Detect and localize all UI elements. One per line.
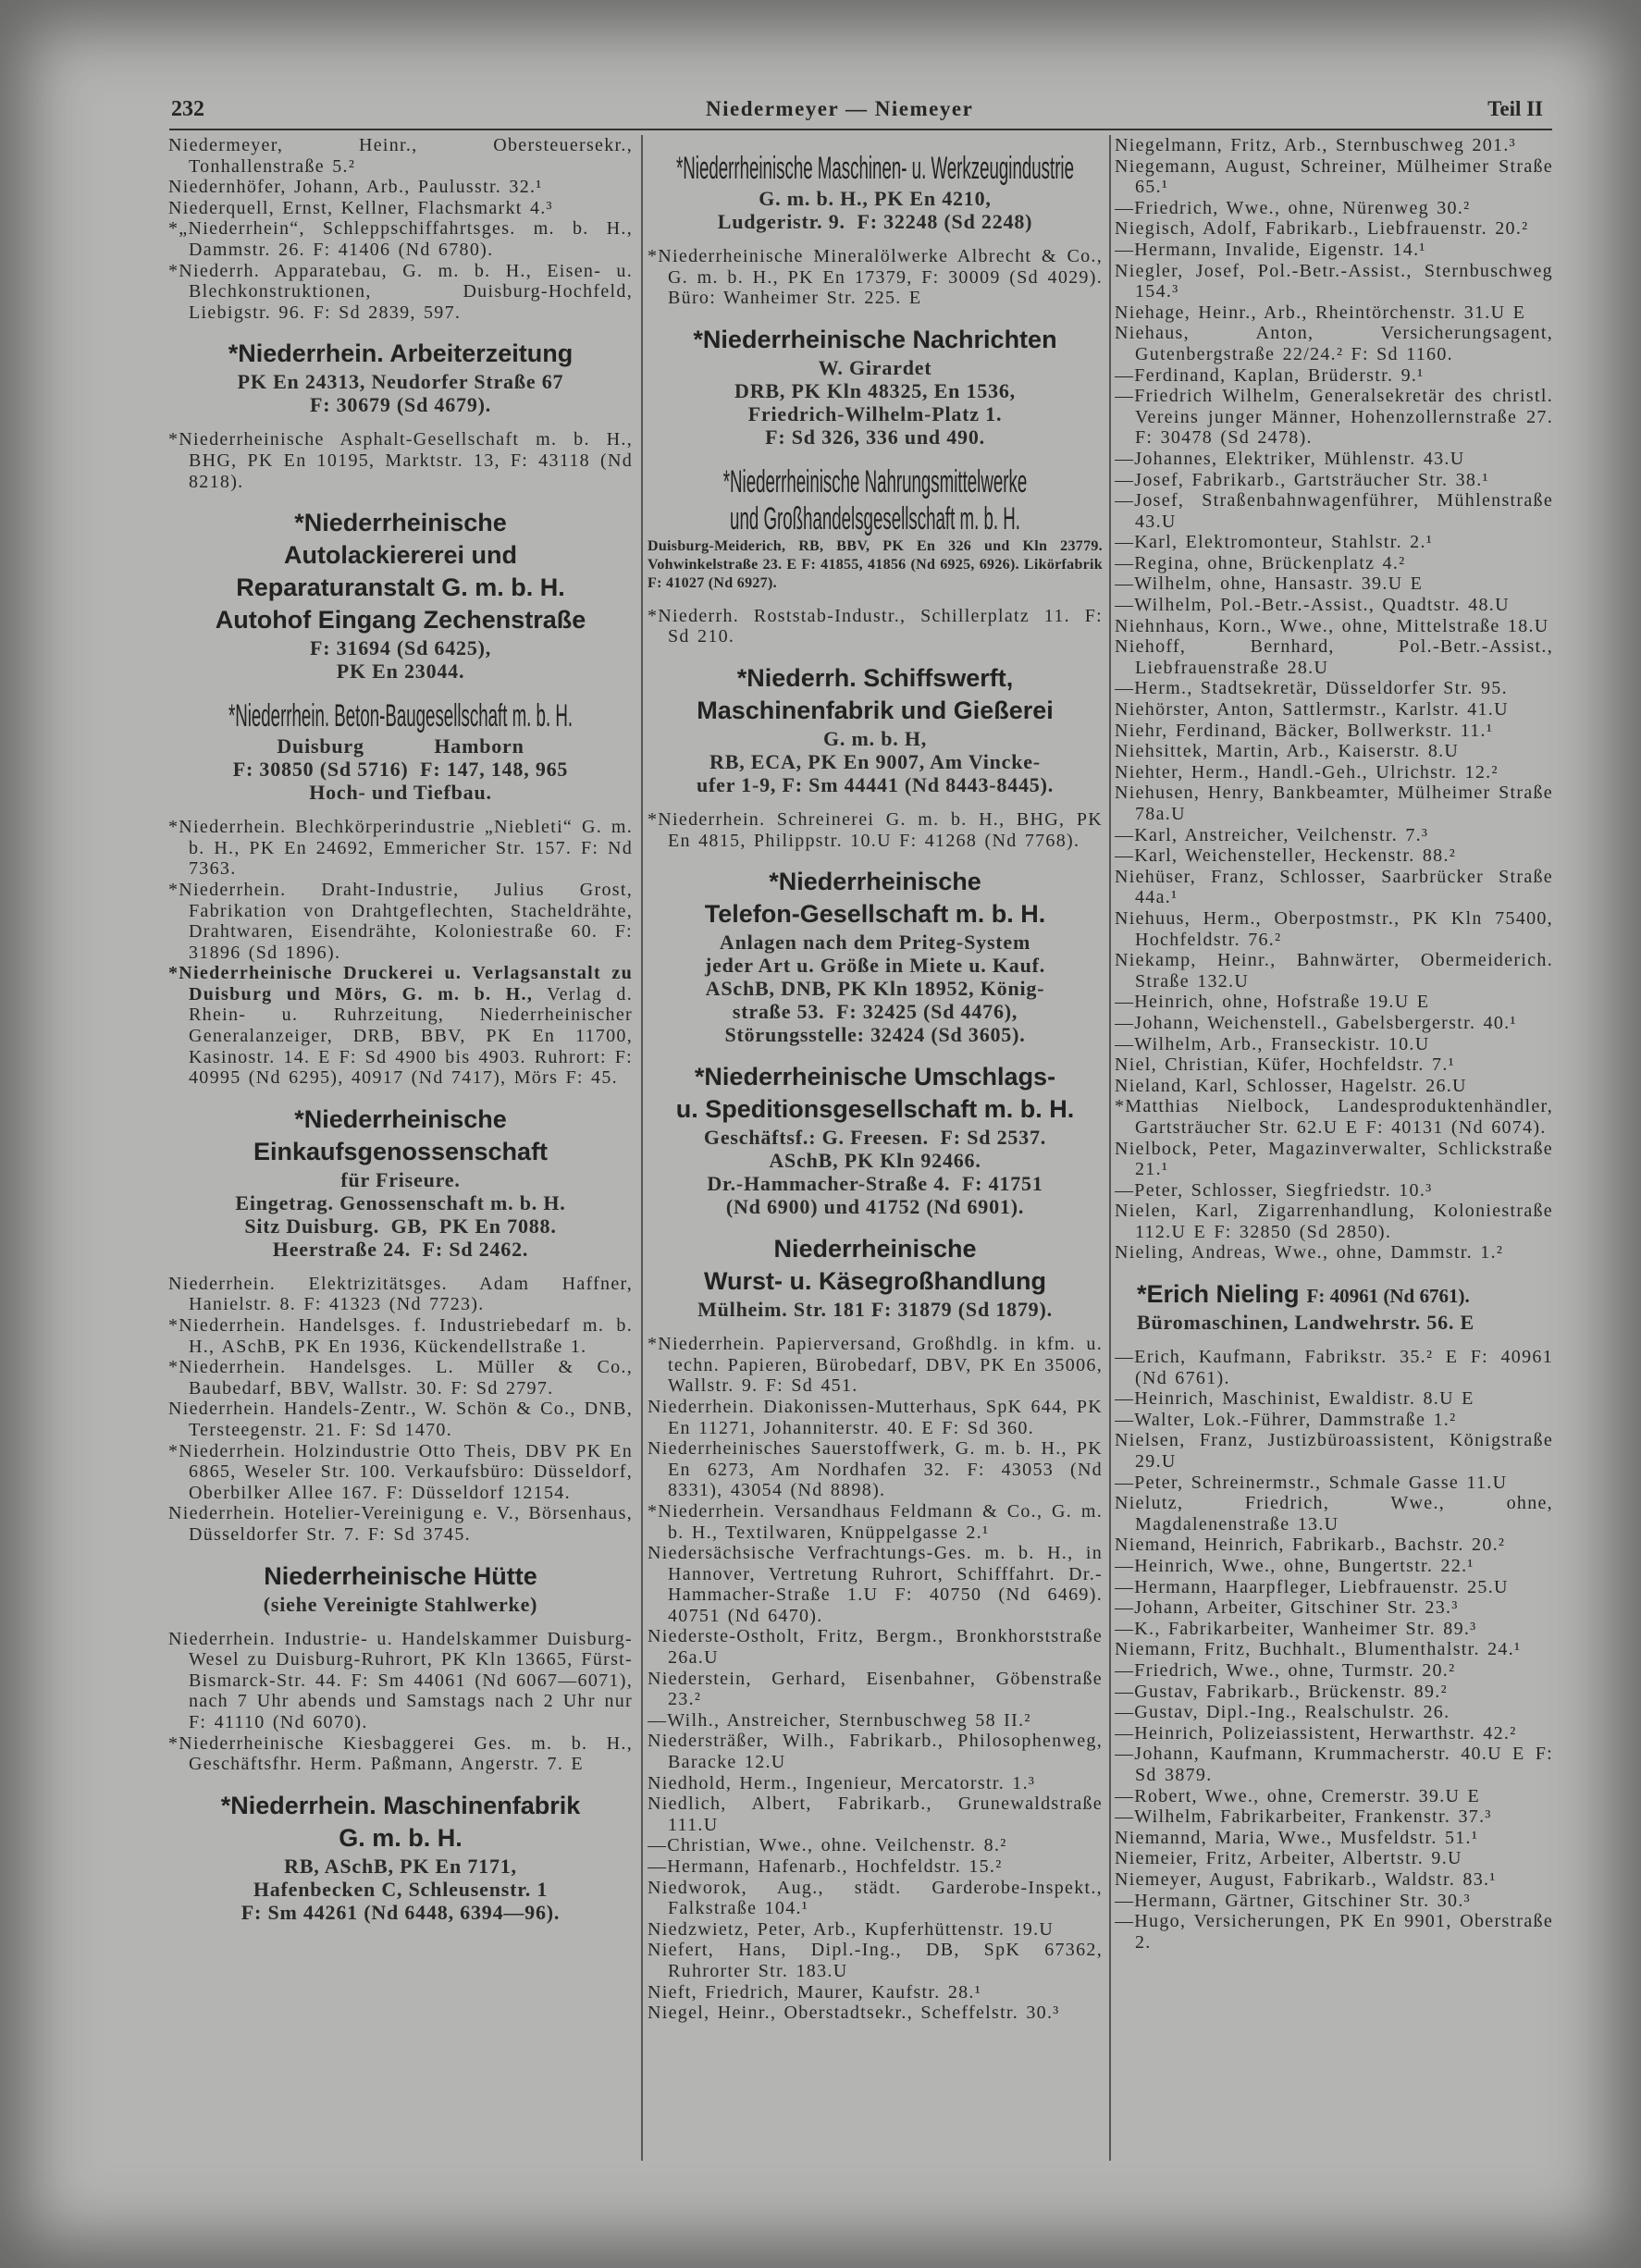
directory-entry: *Niederrhein. Holzindustrie Otto Theis, DBV PK En 6865, Weseler Str. 100. Verkaufsbüro: Düsseldorf, Oberbilker Allee 167. F: Düsseldorf 12154.: [168, 1440, 633, 1503]
display-heading: [168, 572, 633, 604]
directory-entry: —Robert, Wwe., ohne, Cremerstr. 39.U E: [1115, 1785, 1481, 1806]
directory-entry: —Heinrich, Wwe., ohne, Bungertstr. 22.¹: [1115, 1556, 1474, 1576]
display-heading-text: Maschinenfabrik und Gießerei: [697, 696, 1054, 724]
column-3: [1115, 135, 1553, 1953]
display-line: G. m. b. H., PK En 4210,: [759, 187, 992, 210]
directory-entry: *Niederrhein. Schreinerei G. m. b. H., BHG, PK En 4815, Philippstr. 10.U F: 41268 (Nd 7768).: [648, 808, 1103, 851]
display-heading: [1137, 1280, 1300, 1308]
directory-entry: Niehaus, Anton, Versicherungsagent, Gutenbergstraße 22/24.² F: Sd 1160.: [1115, 323, 1553, 364]
display-advertisement: [168, 697, 633, 804]
display-heading-text: *Niederrhein. Arbeiterzeitung: [228, 339, 574, 368]
directory-entry: —Johann, Kaufmann, Krummacherstr. 40.U E F: Sd 3879.: [1115, 1744, 1553, 1785]
directory-entry: *Niederrhein. Blechkörperindustrie „Niebleti“ G. m. b. H., PK En 24692, Emmericher Str. 157. F: Nd 7363.: [168, 817, 633, 880]
directory-entry: —Wilh., Anstreicher, Sternbuschweg 58 II.²: [648, 1709, 1031, 1731]
directory-entry: Niehr, Ferdinand, Bäcker, Bollwerkstr. 11.¹: [1115, 720, 1494, 741]
display-heading-text: *Niederrheinische Nachrichten: [693, 325, 1057, 353]
directory-entry: Niegemann, August, Schreiner, Mülheimer Straße 65.¹: [1115, 155, 1553, 198]
directory-entry: Niehuus, Herm., Oberpostmstr., PK Kln 75400, Hochfeldstr. 76.²: [1115, 907, 1553, 950]
display-heading-text: und Großhandelsgesellschaft m. b. H.: [730, 500, 1020, 536]
directory-entry: —Hermann, Hafenarb., Hochfeldstr. 15.²: [648, 1856, 1003, 1877]
display-advertisement: [648, 1233, 1103, 1321]
page-header: [169, 97, 1552, 130]
directory-entry: —Gustav, Dipl.-Ing., Realschulstr. 26.: [1115, 1702, 1450, 1723]
directory-entry: Niehnhaus, Korn., Wwe., ohne, Mittelstraße 18.U: [1115, 615, 1549, 636]
display-heading: [648, 695, 1103, 727]
display-advertisement: [168, 338, 633, 416]
directory-entry: —Hugo, Versicherungen, PK En 9901, Oberstraße 2.: [1115, 1911, 1553, 1953]
display-line: Dr.-Hammacher-Straße 4. F: 41751: [707, 1172, 1043, 1196]
display-heading-text: *Niederrhein. Beton-Baugesellschaft m. b. H.: [228, 698, 574, 734]
display-heading-text: *Niederrhein. Maschinenfabrik: [220, 1791, 581, 1819]
directory-entry: Niel, Christian, Küfer, Hochfeldstr. 7.¹: [1115, 1054, 1455, 1076]
display-line: (Nd 6900) und 41752 (Nd 6901).: [725, 1195, 1025, 1219]
directory-entry: *Niederrhein. Papierversand, Großhdlg. in kfm. u. techn. Papieren, Bürobedarf, DBV, PK En 35006, Wallstr. 9. F: Sd 451.: [648, 1334, 1103, 1397]
display-heading: [648, 1093, 1103, 1126]
directory-entry: —Friedrich Wilhelm, Generalsekretär des christl. Vereins junger Männer, Hohenzollernstraße 27. F: 30478 (Sd 2478).: [1115, 386, 1553, 449]
directory-entry: —Karl, Anstreicher, Veilchenstr. 7.³: [1115, 824, 1429, 845]
display-line: F: 30679 (Sd 4679).: [309, 393, 492, 417]
directory-entry: Niehsittek, Martin, Arb., Kaiserstr. 8.U: [1115, 741, 1460, 762]
directory-entry: Niederrhein. Industrie- u. Handelskammer Duisburg-Wesel zu Duisburg-Ruhrort, PK Kln 13665, Fürst-Bismarck-Str. 44. F: Sm 44061 (Nd 6067—6071), nach 7 Uhr abends und Samstags nach 2 Uhr nur F: 41110 (Nd 6070).: [168, 1628, 633, 1732]
display-line: F: Sd 326, 336 und 490.: [765, 425, 985, 449]
display-line: Hoch- und Tiefbau.: [309, 781, 492, 805]
display-heading: [648, 500, 1103, 537]
display-line: Heerstraße 24. F: Sd 2462.: [272, 1237, 529, 1261]
directory-entry: —Regina, ohne, Brückenplatz 4.²: [1115, 552, 1406, 573]
display-line: DRB, PK Kln 48325, En 1536,: [734, 378, 1016, 402]
directory-entry: Niemannd, Maria, Wwe., Musfeldstr. 51.¹: [1115, 1827, 1479, 1848]
display-advertisement: [648, 866, 1103, 1046]
display-line: F: Sm 44261 (Nd 6448, 6394—96).: [241, 1900, 561, 1924]
directory-entry: Nieling, Andreas, Wwe., ohne, Dammstr. 1.²: [1115, 1242, 1504, 1263]
directory-entry: Niehusen, Henry, Bankbeamter, Mülheimer Straße 78a.U: [1115, 783, 1553, 824]
directory-entry: Niederrhein. Handels-Zentr., W. Schön & Co., DNB, Tersteegenstr. 21. F: Sd 1470.: [168, 1399, 633, 1440]
directory-entry: Niedzwietz, Peter, Arb., Kupferhüttenstr. 19.U: [648, 1918, 1055, 1940]
directory-entry: —Hermann, Haarpfleger, Liebfrauenstr. 25.U: [1115, 1576, 1509, 1597]
display-heading-text: *Niederrheinische Maschinen- u. Werkzeugindustrie: [676, 151, 1074, 186]
display-advertisement: [1115, 1278, 1553, 1334]
entry-text: Verlag d. Rhein- u. Ruhrzeitung, Niederrheinischer Generalanzeiger, DRB, BBV, PK En 11700, Kasinostr. 14. E F: Sd 4900 bis 4903. Ruhrort: F: 40995 (Nd 6295), 40917 (Nd 7417), Mörs F: 45.: [189, 983, 633, 1089]
directory-entry: —Peter, Schlosser, Siegfriedstr. 10.³: [1115, 1179, 1433, 1201]
directory-entry: Niederrheinisches Sauerstoffwerk, G. m. b. H., PK En 6273, Am Nordhafen 32. F: 43053 (Nd 8331), 43054 (Nd 8898).: [648, 1438, 1103, 1501]
directory-entry: *Niederrheinische Mineralölwerke Albrecht & Co., G. m. b. H., PK En 17379, F: 30009 (Sd 4029). Büro: Wanheimer Str. 225. E: [648, 246, 1103, 309]
display-heading: [168, 1560, 633, 1593]
display-heading-text: Wurst- u. Käsegroßhandlung: [704, 1267, 1046, 1296]
display-advertisement: [168, 1790, 633, 1924]
directory-entry: —Gustav, Fabrikarb., Brückenstr. 89.²: [1115, 1681, 1448, 1702]
directory-entry: [168, 963, 633, 1089]
directory-entry: Niekamp, Heinr., Bahnwärter, Obermeiderich. Straße 132.U: [1115, 950, 1553, 992]
directory-entry: Niemand, Heinrich, Fabrikarb., Bachstr. 20.²: [1115, 1535, 1506, 1556]
directory-entry: —Erich, Kaufmann, Fabrikstr. 35.² E F: 40961 (Nd 6761).: [1115, 1347, 1553, 1388]
directory-entry: —Josef, Fabrikarb., Gartsträucher Str. 38.¹: [1115, 469, 1489, 490]
directory-entry: Niederrhein. Elektrizitätsges. Adam Haffner, Hanielstr. 8. F: 41323 (Nd 7723).: [168, 1273, 633, 1315]
directory-entry: —Friedrich, Wwe., ohne, Turmstr. 20.²: [1115, 1659, 1456, 1681]
page-number: 232: [171, 97, 204, 121]
display-line: PK En 23044.: [336, 659, 465, 684]
display-line: für Friseure.: [340, 1167, 461, 1191]
directory-entry: —Heinrich, ohne, Hofstraße 19.U E: [1115, 992, 1430, 1013]
display-line: straße 53. F: 32425 (Sd 4476),: [732, 1000, 1018, 1024]
directory-entry: —Heinrich, Maschinist, Ewaldistr. 8.U E: [1115, 1388, 1474, 1410]
directory-entry: Niemeyer, August, Fabrikarb., Waldstr. 83.¹: [1115, 1868, 1497, 1890]
display-heading-text: *Niederrheinische Umschlags-: [694, 1063, 1056, 1091]
directory-entry: Nieft, Friedrich, Maurer, Kaufstr. 28.¹: [648, 1981, 982, 2003]
directory-entry: Niedhold, Herm., Ingenieur, Mercatorstr. 1.³: [648, 1772, 1036, 1793]
display-heading-text: Reparaturanstalt G. m. b. H.: [236, 573, 565, 602]
directory-entry: *Niederrheinische Asphalt-Gesellschaft m. b. H., BHG, PK En 10195, Marktstr. 13, F: 43118 (Nd 8218).: [168, 429, 633, 492]
display-heading-text: Autolackiererei und: [283, 541, 518, 570]
display-line: F: 31694 (Sd 6425),: [309, 636, 492, 660]
directory-entry: —Peter, Schreinermstr., Schmale Gasse 11.U: [1115, 1472, 1508, 1493]
directory-entry: Nieland, Karl, Schlosser, Hagelstr. 26.U: [1115, 1075, 1467, 1096]
display-line: jeder Art u. Größe in Miete u. Kauf.: [704, 954, 1046, 978]
directory-entry: —Wilhelm, Arb., Franseckistr. 10.U: [1115, 1033, 1430, 1054]
directory-entry: *Niederrhein. Handelsges. L. Müller & Co., Baubedarf, BBV, Wallstr. 30. F: Sd 2797.: [168, 1357, 633, 1399]
directory-entry: Niehörster, Anton, Sattlermstr., Karlstr. 41.U: [1115, 699, 1509, 721]
directory-entry: Nielbock, Peter, Magazinverwalter, Schlickstraße 21.¹: [1115, 1138, 1553, 1180]
display-advertisement: [648, 150, 1103, 233]
display-line: F: 30850 (Sd 5716) F: 147, 148, 965: [232, 758, 569, 782]
section-label: Teil II: [1487, 97, 1543, 120]
display-heading: [648, 898, 1103, 931]
display-heading-text: G. m. b. H.: [339, 1823, 463, 1852]
display-heading: [168, 1136, 633, 1168]
display-heading: [648, 1233, 1103, 1265]
directory-entry: Niedersächsische Verfrachtungs-Ges. m. b. H., in Hannover, Vertretung Ruhrort, Schifffahrt. Dr.-Hammacher-Straße 1.U F: 40750 (Nd 6469). 40751 (Nd 6470).: [648, 1543, 1103, 1626]
directory-entry: —Wilhelm, Pol.-Betr.-Assist., Quadtstr. 48.U: [1115, 595, 1510, 616]
running-title: Niedermeyer — Niemeyer: [706, 97, 974, 120]
display-heading: [168, 1103, 633, 1136]
directory-entry: Niederrhein. Hotelier-Vereinigung e. V., Börsenhaus, Düsseldorfer Str. 7. F: Sd 3745.: [168, 1503, 633, 1545]
directory-entry: —Walter, Lok.-Führer, Dammstraße 1.²: [1115, 1409, 1457, 1430]
display-heading-text: Autohof Eingang Zechenstraße: [215, 606, 586, 635]
display-line: Ludgeristr. 9. F: 32248 (Sd 2248): [717, 210, 1033, 233]
directory-entry: —K., Fabrikarbeiter, Wanheimer Str. 89.³: [1115, 1618, 1477, 1639]
display-heading: [168, 539, 633, 572]
display-line: W. Girardet: [818, 355, 932, 379]
directory-entry: —Friedrich, Wwe., ohne, Nürenweg 30.²: [1115, 197, 1471, 218]
display-line: ASchB, PK Kln 92466.: [769, 1149, 981, 1173]
directory-entry: —Johann, Arbeiter, Gitschiner Str. 23.³: [1115, 1597, 1459, 1619]
display-heading: [648, 1061, 1103, 1093]
display-heading: [648, 463, 1103, 500]
directory-entry: Niegel, Heinr., Oberstadtsekr., Scheffelstr. 30.³: [648, 2003, 1060, 2024]
display-line: Duisburg Hamborn: [277, 734, 524, 758]
display-heading-text: u. Speditionsgesellschaft m. b. H.: [675, 1095, 1075, 1124]
directory-entry: —Herm., Stadtsekretär, Düsseldorfer Str. 95.: [1115, 678, 1508, 699]
display-advertisement: [648, 324, 1103, 449]
directory-entry: Niegler, Josef, Pol.-Betr.-Assist., Sternbuschweg 154.³: [1115, 260, 1553, 302]
directory-entry: —Johannes, Elektriker, Mühlenstr. 43.U: [1115, 448, 1465, 469]
column-divider: [1109, 135, 1111, 2161]
directory-entry: —Wilhelm, Fabrikarbeiter, Frankenstr. 37.³: [1115, 1806, 1492, 1828]
display-line: (siehe Vereinigte Stahlwerke): [263, 1592, 538, 1616]
display-heading-text: *Niederrh. Schiffswerft,: [736, 663, 1014, 692]
display-heading-text: Niederrheinische: [773, 1235, 977, 1263]
display-line: PK En 24313, Neudorfer Straße 67: [237, 370, 564, 394]
directory-entry: Niegisch, Adolf, Fabrikarb., Liebfrauenstr. 20.²: [1115, 218, 1529, 240]
display-heading: [648, 150, 1103, 187]
display-advertisement: [648, 463, 1103, 593]
directory-entry: Niederste-Ostholt, Fritz, Bergm., Bronkhorststraße 26a.U: [648, 1626, 1103, 1669]
directory-entry: Niedworok, Aug., städt. Garderobe-Inspekt., Falkstraße 104.¹: [648, 1877, 1103, 1919]
display-advertisement: [648, 662, 1103, 796]
display-line: ufer 1-9, F: Sm 44441 (Nd 8443-8445).: [696, 772, 1055, 796]
display-line: Büromaschinen, Landwehrstr. 56. E: [1137, 1311, 1475, 1335]
column-divider: [641, 135, 643, 2161]
display-advertisement: [168, 507, 633, 683]
directory-entry: *Niederrh. Apparatebau, G. m. b. H., Eisen- u. Blechkonstruktionen, Duisburg-Hochfeld, Liebigstr. 96. F: Sd 2839, 597.: [168, 260, 633, 323]
display-heading: [168, 1790, 633, 1822]
directory-entry: Niedlich, Albert, Fabrikarb., Grunewaldstraße 111.U: [648, 1793, 1103, 1835]
display-line: Friedrich-Wilhelm-Platz 1.: [747, 401, 1003, 425]
directory-entry: *Niederrhein. Versandhaus Feldmann & Co., G. m. b. H., Textilwaren, Knüppelgasse 2.¹: [648, 1500, 1103, 1543]
display-line: Sitz Duisburg. GB, PK En 7088.: [244, 1214, 557, 1238]
directory-entry: —Karl, Elektromonteur, Stahlstr. 2.¹: [1115, 532, 1434, 553]
display-advertisement: [648, 1061, 1103, 1218]
column-2: [648, 135, 1103, 2024]
display-line: RB, ECA, PK En 9007, Am Vincke-: [709, 749, 1041, 773]
directory-entry: —Christian, Wwe., ohne. Veilchenstr. 8.²: [648, 1835, 1007, 1856]
display-advertisement: [168, 1103, 633, 1261]
entry-name-bold: *Niederrheinische Druckerei u. Verlagsanstalt zu Duisburg und Mörs, G. m. b. H.,: [168, 963, 633, 1005]
directory-entry: —Hermann, Gärtner, Gitschiner Str. 30.³: [1115, 1890, 1471, 1911]
directory-entry: Niehüser, Franz, Schlosser, Saarbrücker Straße 44a.¹: [1115, 866, 1553, 908]
display-line: RB, ASchB, PK En 7171,: [284, 1854, 517, 1878]
display-heading-text: *Erich Nieling: [1137, 1280, 1300, 1309]
display-line: ASchB, DNB, PK Kln 18952, König-: [705, 977, 1045, 1001]
directory-entry: Niederstein, Gerhard, Eisenbahner, Göbenstraße 23.²: [648, 1668, 1103, 1710]
directory-entry: —Karl, Weichensteller, Heckenstr. 88.²: [1115, 845, 1457, 867]
directory-entry: —Johann, Weichenstell., Gabelsbergerstr. 40.¹: [1115, 1012, 1517, 1033]
display-heading: [168, 507, 633, 539]
directory-entry: —Wilhelm, ohne, Hansastr. 39.U E: [1115, 573, 1424, 595]
display-line: Störungsstelle: 32424 (Sd 3605).: [724, 1023, 1026, 1047]
display-line: Geschäftsf.: G. Freesen. F: Sd 2537.: [703, 1126, 1047, 1150]
display-line: Mülheim. Str. 181 F: 31879 (Sd 1879).: [697, 1298, 1053, 1322]
directory-entry: *Niederrheinische Kiesbaggerei Ges. m. b. H., Geschäftsfhr. Herm. Paßmann, Angerstr. 7. E: [168, 1732, 633, 1775]
display-heading-text: *Niederrheinische: [294, 1104, 507, 1133]
display-heading-text: *Niederrheinische: [769, 868, 981, 896]
display-advertisement: [168, 1560, 633, 1616]
directory-entry: Niedermeyer, Heinr., Obersteuersekr., Tonhallenstraße 5.²: [168, 135, 633, 177]
directory-entry: Nielsen, Franz, Justizbüroassistent, Königstraße 29.U: [1115, 1430, 1553, 1473]
display-note: Duisburg-Meiderich, RB, BBV, PK En 326 und Kln 23779. Vohwinkelstraße 23. E F: 41855, 41856 (Nd 6925, 6926). Likörfabrik F: 41027 (Nd 6927).: [648, 537, 1103, 591]
directory-entry: Nielutz, Friedrich, Wwe., ohne, Magdalenenstraße 13.U: [1115, 1493, 1553, 1535]
directory-entry: Niemeier, Fritz, Arbeiter, Albertstr. 9.U: [1115, 1848, 1462, 1869]
directory-entry: —Heinrich, Polizeiassistent, Herwarthstr. 42.²: [1115, 1722, 1517, 1744]
display-line: Hafenbecken C, Schleusenstr. 1: [253, 1877, 549, 1901]
directory-entry: Niederrhein. Diakonissen-Mutterhaus, SpK 644, PK En 11271, Johanniterstr. 40. E F: Sd 360.: [648, 1396, 1103, 1438]
display-heading-text: Niederrheinische Hütte: [264, 1561, 537, 1590]
directory-entry: Niederquell, Ernst, Kellner, Flachsmarkt 4.³: [168, 197, 553, 218]
directory-entry: Niedernhöfer, Johann, Arb., Paulusstr. 32.¹: [168, 177, 543, 198]
display-heading-text: Einkaufsgenossenschaft: [253, 1137, 549, 1165]
directory-entry: *Niederrh. Roststab-Industr., Schillerplatz 11. F: Sd 210.: [648, 605, 1103, 647]
display-heading: [648, 324, 1103, 356]
directory-entry: *Niederrhein. Handelsges. f. Industriebedarf m. b. H., ASchB, PK En 1936, Kückendellstraße 1.: [168, 1315, 633, 1357]
directory-entry: Niemann, Fritz, Buchhalt., Blumenthalstr. 24.¹: [1115, 1639, 1522, 1660]
directory-entry: Niehage, Heinr., Arb., Rheintörchenstr. 31.U E: [1115, 302, 1526, 323]
display-heading: [168, 1822, 633, 1855]
directory-entry: —Ferdinand, Kaplan, Brüderstr. 9.¹: [1115, 364, 1425, 386]
display-line: G. m. b. H,: [822, 726, 928, 750]
display-heading-text: *Niederrheinische: [294, 509, 507, 537]
directory-entry: *Matthias Nielbock, Landesproduktenhändler, Gartsträucher Str. 62.U E F: 40131 (Nd 6074).: [1115, 1096, 1553, 1138]
display-heading-text: *Niederrheinische Nahrungsmittelwerke: [722, 463, 1028, 499]
directory-entry: Niegelmann, Fritz, Arb., Sternbuschweg 201.³: [1115, 135, 1516, 155]
display-heading: [648, 866, 1103, 898]
display-heading: [648, 662, 1103, 695]
directory-entry: *„Niederrhein“, Schleppschiffahrtsges. m. b. H., Dammstr. 26. F: 41406 (Nd 6780).: [168, 218, 633, 260]
display-heading-text: Telefon-Gesellschaft m. b. H.: [704, 900, 1046, 929]
display-heading: [168, 697, 633, 734]
directory-entry: Niehoff, Bernhard, Pol.-Betr.-Assist., Liebfrauenstraße 28.U: [1115, 636, 1553, 678]
directory-entry: *Niederrhein. Draht-Industrie, Julius Grost, Fabrikation von Drahtgeflechten, Stacheldrähte, Drahtwaren, Eisendrähte, Koloniestraße 60. F: 31896 (Sd 1896).: [168, 879, 633, 963]
display-phone: F: 40961 (Nd 6761).: [1306, 1285, 1470, 1308]
column-1: [168, 135, 633, 1937]
display-line: Eingetrag. Genossenschaft m. b. H.: [235, 1190, 566, 1214]
display-heading: [648, 1265, 1103, 1298]
directory-entry: Nielen, Karl, Zigarrenhandlung, Koloniestraße 112.U E F: 32850 (Sd 2850).: [1115, 1201, 1553, 1242]
directory-entry: Niedersträßer, Wilh., Fabrikarb., Philosophenweg, Baracke 12.U: [648, 1731, 1103, 1773]
directory-entry: Niefert, Hans, Dipl.-Ing., DB, SpK 67362, Ruhrorter Str. 183.U: [648, 1940, 1103, 1981]
display-heading: [168, 338, 633, 370]
directory-entry: —Hermann, Invalide, Eigenstr. 14.¹: [1115, 239, 1426, 260]
directory-entry: Niehter, Herm., Handl.-Geh., Ulrichstr. 12.²: [1115, 761, 1499, 783]
display-line: Anlagen nach dem Priteg-System: [719, 931, 1031, 955]
directory-entry: —Josef, Straßenbahnwagenführer, Mühlenstraße 43.U: [1115, 490, 1553, 532]
display-heading: [168, 604, 633, 636]
